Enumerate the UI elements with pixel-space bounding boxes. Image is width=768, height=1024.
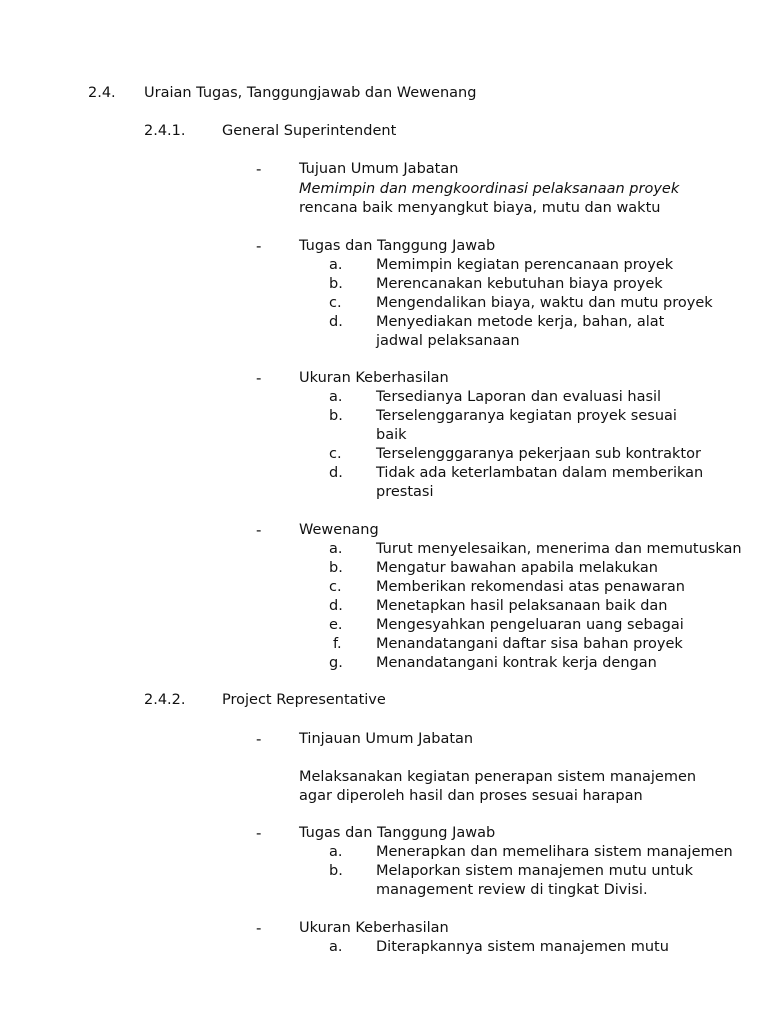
list-item: Memimpin kegiatan perencanaan proyek bbox=[376, 257, 674, 273]
list-letter: a. bbox=[329, 389, 343, 405]
list-item: Mengendalikan biaya, waktu dan mutu proyek bbox=[376, 295, 713, 311]
list-item-continuation: prestasi bbox=[376, 484, 434, 500]
bullet-dash: - bbox=[256, 160, 262, 178]
heading-wewenang: Wewenang bbox=[299, 522, 379, 538]
paragraph-line: Memimpin dan mengkoordinasi pelaksanaan proyek bbox=[299, 181, 680, 197]
bullet-dash: - bbox=[256, 369, 262, 387]
list-item: Menandatangani daftar sisa bahan proyek bbox=[376, 636, 683, 652]
list-item: Memberikan rekomendasi atas penawaran bbox=[376, 579, 685, 595]
list-letter: a. bbox=[329, 257, 343, 273]
list-letter: b. bbox=[329, 276, 343, 292]
subsection-number: 2.4.2. bbox=[144, 692, 186, 708]
list-item-continuation: jadwal pelaksanaan bbox=[376, 333, 520, 349]
list-item: Tersedianya Laporan dan evaluasi hasil bbox=[376, 389, 662, 405]
list-letter: c. bbox=[329, 446, 342, 462]
list-letter: d. bbox=[329, 314, 343, 330]
bullet-dash: - bbox=[256, 521, 262, 539]
list-letter: d. bbox=[329, 465, 343, 481]
bullet-dash: - bbox=[256, 730, 262, 748]
heading-ukuran: Ukuran Keberhasilan bbox=[299, 920, 449, 936]
bullet-dash: - bbox=[256, 237, 262, 255]
list-item: Menerapkan dan memelihara sistem manajemen bbox=[376, 844, 733, 860]
list-letter: a. bbox=[329, 541, 343, 557]
bullet-dash: - bbox=[256, 919, 262, 937]
heading-tinjauan: Tinjauan Umum Jabatan bbox=[299, 731, 474, 747]
paragraph-line: Melaksanakan kegiatan penerapan sistem manajemen bbox=[299, 769, 697, 785]
list-item-continuation: management review di tingkat Divisi. bbox=[376, 882, 648, 898]
list-letter: a. bbox=[329, 844, 343, 860]
list-letter: g. bbox=[329, 655, 343, 671]
bullet-dash: - bbox=[256, 824, 262, 842]
list-item: Melaporkan sistem manajemen mutu untuk bbox=[376, 863, 694, 879]
list-item: Diterapkannya sistem manajemen mutu bbox=[376, 939, 669, 955]
list-letter: f. bbox=[333, 636, 342, 652]
paragraph-line: agar diperoleh hasil dan proses sesuai harapan bbox=[299, 788, 643, 804]
list-letter: c. bbox=[329, 579, 342, 595]
paragraph-line: rencana baik menyangkut biaya, mutu dan waktu bbox=[299, 200, 661, 216]
section-title: Uraian Tugas, Tanggungjawab dan Wewenang bbox=[144, 85, 477, 101]
subsection-title: Project Representative bbox=[222, 692, 386, 708]
list-item: Menyediakan metode kerja, bahan, alat bbox=[376, 314, 665, 330]
heading-tugas: Tugas dan Tanggung Jawab bbox=[299, 238, 496, 254]
list-letter: d. bbox=[329, 598, 343, 614]
list-item: Merencanakan kebutuhan biaya proyek bbox=[376, 276, 663, 292]
list-letter: b. bbox=[329, 863, 343, 879]
list-item-continuation: baik bbox=[376, 427, 407, 443]
list-item: Tidak ada keterlambatan dalam memberikan bbox=[376, 465, 704, 481]
heading-tugas: Tugas dan Tanggung Jawab bbox=[299, 825, 496, 841]
list-letter: b. bbox=[329, 560, 343, 576]
list-letter: a. bbox=[329, 939, 343, 955]
list-letter: b. bbox=[329, 408, 343, 424]
subsection-title: General Superintendent bbox=[222, 123, 397, 139]
list-letter: e. bbox=[329, 617, 343, 633]
list-item: Terselenggaranya kegiatan proyek sesuai bbox=[376, 408, 677, 424]
heading-tujuan: Tujuan Umum Jabatan bbox=[299, 161, 459, 177]
list-item: Turut menyelesaikan, menerima dan memutuskan bbox=[376, 541, 742, 557]
heading-ukuran: Ukuran Keberhasilan bbox=[299, 370, 449, 386]
section-number: 2.4. bbox=[88, 85, 116, 101]
list-letter: c. bbox=[329, 295, 342, 311]
list-item: Mengesyahkan pengeluaran uang sebagai bbox=[376, 617, 684, 633]
subsection-number: 2.4.1. bbox=[144, 123, 186, 139]
list-item: Terselengggaranya pekerjaan sub kontraktor bbox=[376, 446, 701, 462]
list-item: Mengatur bawahan apabila melakukan bbox=[376, 560, 658, 576]
list-item: Menandatangani kontrak kerja dengan bbox=[376, 655, 657, 671]
list-item: Menetapkan hasil pelaksanaan baik dan bbox=[376, 598, 668, 614]
